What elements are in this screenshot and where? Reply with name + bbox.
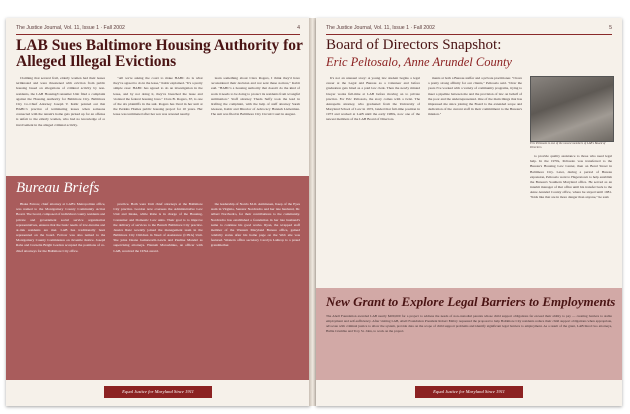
right-article-text-1: It's not an unusual story: A young law student begins a legal career at the Legal Aid Bureau as a volunteer and before graduation gets hired as a paid law clerk. Then the newly minted lawyer works full-time at LAB before moving on to private practice. For Eric Peltosalo, the story comes with a twist. The Annapolis attorney, who graduated from the University of Maryland School of Law in 1972, landed that full-time position in 1973 and worked at LAB until the early 1980s, now one of the newest members of the LAB Board of Directors. — [326, 76, 420, 122]
right-article-columns — [326, 76, 522, 282]
board-member-photo — [530, 76, 614, 142]
right-article-column-2 — [428, 76, 522, 282]
photo-caption: Eric Peltosalo is one of the newest members of LAB's Board of Directors. — [530, 141, 606, 149]
left-page — [6, 18, 310, 406]
right-page-header — [326, 24, 612, 35]
briefs-column-3 — [211, 202, 300, 374]
bureau-briefs-columns — [16, 202, 300, 374]
right-sidebar-column — [530, 154, 612, 282]
right-article-column-1 — [326, 76, 420, 282]
grant-title: New Grant to Explore Legal Barriers to Employments — [326, 294, 616, 309]
left-page-header — [16, 24, 300, 35]
right-footer — [316, 380, 622, 406]
right-article-text-2: ments at both a Bureau staffer and a private practitioner. "I have a pretty strong affinity for our clients," Peltosalo said. "Over the years I've worked with a variety of community programs, trying to meet a pipeline between me and the provision of law on behalf of the poor and the underrepresented. One of the main things that has impressed me since joining the Board is the extended scope and dedication of the current staff in their commitment to the Bureau's mission." — [428, 76, 522, 117]
left-article-column-3 — [211, 76, 300, 172]
right-article-column-3 — [530, 154, 612, 282]
right-subhead: Eric Peltosalo, Anne Arundel County — [326, 55, 512, 69]
bureau-briefs-band — [6, 176, 310, 380]
left-article-column-2 — [113, 76, 202, 172]
grant-text: The Abell Foundation awarded LAB nearly $200,000 for a project to address the needs of non-custodial parents whose child support obligations far exceed their ability to pay — creating barriers to stable employment and self-sufficiency. After visiting LAB, Abell Foundation President Robert Embry requested the proposal to help Baltimore City residents reduce their child support obligations when appropriate, advocate with criminal justice to allow the system, provide data on the scope of child support problems and identify significant legal barriers to employment. As a result of the grant, LAB hired two attorneys, Hallie Crumbie and Troy St. John, to work on the project. — [326, 314, 612, 333]
left-article-text-2: "All we're asking the court to make HABC do is what they've agreed to do in the lease," Kabir explained. "It's a pretty simple case: HABC has agreed to do an investigation in the lease, and by not doing it, they've breached the lease and violated the federal housing laws." Clara B. Rogers, 67, is one of the six plaintiffs in the suit. Rogers has lived in her unit at the Perkins Homes public housing project for 10 years. Her lease was terminated after her son was arrested nearby. — [113, 76, 203, 117]
right-article-text-3: to provide quality assistance to those who need legal help. In the 1970s, Peltosalo was transferred to the Bureau's Housing Law Center, then on Bond Street in Baltimore City. Later, during a period of Bureau expansion, Peltosalo went to Hagerstown to help establish the Bureau's Southern Maryland office. He served as an interim manager of that office until his transfer back to the Anne Arundel County office, where he stayed until 1981. "Kids like that are in more danger than anyone," he said. — [530, 154, 612, 200]
left-header-page-number: 4 — [297, 25, 300, 31]
bureau-briefs-title: Bureau Briefs — [16, 180, 100, 196]
briefs-column-2 — [113, 202, 202, 374]
briefs-text-2: practice. Both were Unit chief attorneys at the Baltimore City practice. Gordon now oversees the Administrative Law Unit and Intake, while Rabe is in charge of the Housing, Consumer and Domestic Law units. Their goal is to improve the delivery of services to the Baruch Baltimore City practice. Jessica Ruiz recently joined the management team in the Baltimore City Children in Need of Assistance (CINA) Unit. She joins Deana Gainsworth-Lewis and Pauline Mandel as supervising attorneys. Hannah Maroshinko, an officer with LAB, received the CINA award. — [113, 202, 203, 253]
right-headline: Board of Directors Snapshot: — [326, 37, 502, 53]
left-header-issue: The Justice Journal, Vol. 11, Issue 1 · Fall 2002 — [16, 25, 125, 31]
briefs-column-1 — [16, 202, 105, 374]
left-article-column-1 — [16, 76, 105, 172]
briefs-text-3: the leadership of Norris M.O. Antimesen, Keep of the Eyes team in Virginia, Senator Nordvedro and her late husband, Dr. Albert Nordvedro, for their contributions to the community. Nordvedro has established a foundation in her late husband's name to continue his good works. Ryan, the wrapped staff member of the Western Maryland Bureau office, gained celebrity status after his home page on the Web site was featured. Western office secretary Carolyn Lathrop is a proud grandmother. — [210, 202, 300, 248]
left-footer — [6, 380, 310, 406]
left-headline: LAB Sues Baltimore Housing Authority for Alleged Illegal Evictions — [16, 37, 303, 70]
grant-band — [316, 288, 622, 380]
right-footer-tagline: Equal Justice for Maryland Since 1911 — [415, 386, 523, 398]
left-footer-tagline: Equal Justice for Maryland Since 1911 — [104, 386, 212, 398]
left-article-text-1: Claiming that several frail, elderly women had their leases terminated and were threatened with eviction from public housing based on allegations of criminal activity by non-residents, the LAB Housing/Consumer Unit filed a complaint against the Housing Authority for Baltimore City. Baltimore City Co-Chief Attorney Joseph V. Kabir pointed out that HABC's practice of terminating leases when someone connected with the tenant's home gets picked up for an offense is unfair to the elderly women, who had no knowledge of or involvement in the alleged criminal activity. — [16, 76, 106, 127]
briefs-text-1: Blake Fetrow, chief attorney at LAB's Metropolitan office, was named to the Montgomery County Community Action Board. The board, composed of individual county residents and private and government social service organization representatives, ensures that the basic needs of low-income and at-risk residents are met. LAB has traditionally been represented on the board. Fetrow was also named to the Montgomery County Commission on Juvenile Justice. Joseph Rabe and Cornelia Bright Gordon accepted the positions of co-chief attorneys for the Baltimore City office. — [16, 202, 106, 253]
right-header-page-number: 5 — [609, 25, 612, 31]
left-article-text-3: learn something about Clara Rogers, I think they'd have reconsidered their decision and not sent these notices," Kabir said. "HABC's a housing authority that doesn't do the kind of work it needs to be doing to protect its residents from wrongful termination." Staff attorney Theda Suffy took the lead in drafting the complaint, with the help of staff attorney Sarah Gleason, Kabir and Director of Advocacy Hannah Lieberman. The suit was filed in Baltimore City Circuit Court in August. — [210, 76, 300, 117]
left-article-columns — [16, 76, 300, 172]
right-page — [316, 18, 622, 406]
right-header-issue: The Justice Journal, Vol. 11, Issue 1 · Fall 2002 — [326, 25, 435, 31]
